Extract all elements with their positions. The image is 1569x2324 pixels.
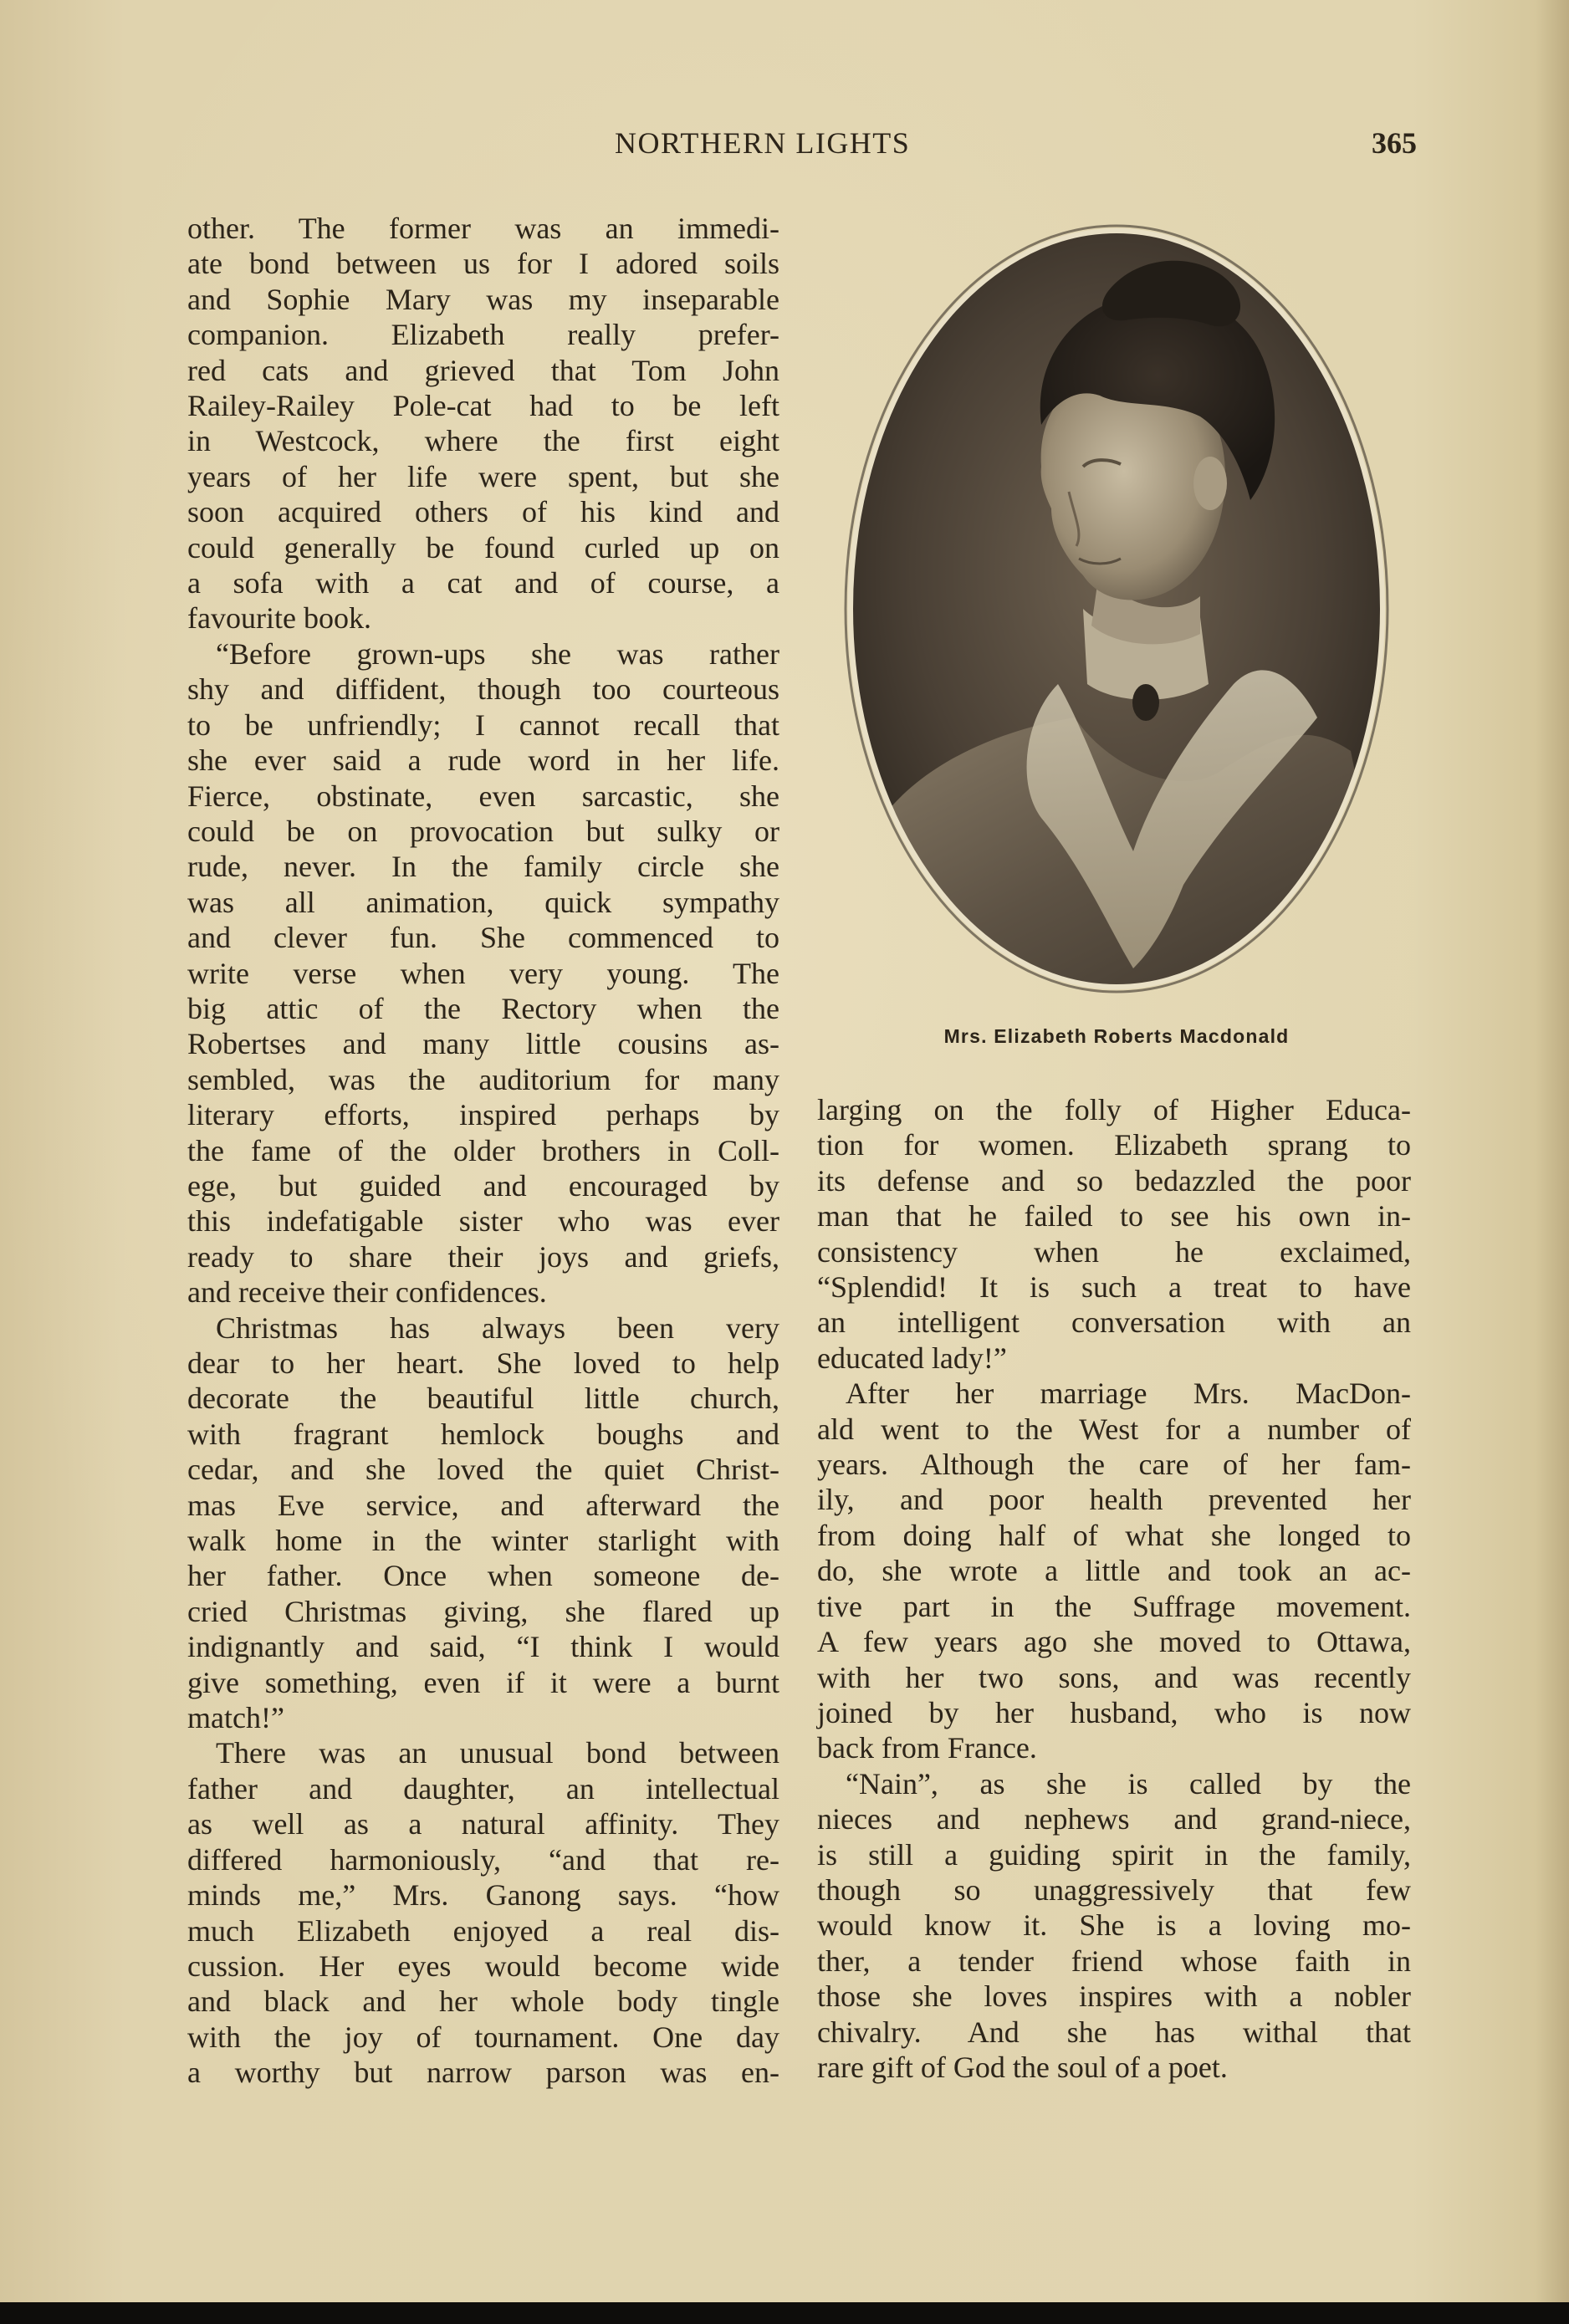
scan-bottom-edge	[0, 2302, 1569, 2324]
text-line: favourite book.	[187, 601, 371, 636]
text-line: could be on provocation but sulky or	[187, 814, 779, 848]
text-line: A few years ago she moved to Ottawa,	[817, 1625, 1411, 1659]
text-line: ily, and poor health prevented her	[817, 1483, 1411, 1517]
text-line: consistency when he exclaimed,	[817, 1234, 1411, 1269]
text-line: give something, even if it were a burnt	[187, 1665, 779, 1699]
text-line: differed harmoniously, “and that re-	[187, 1842, 779, 1877]
text-line: was all animation, quick sympathy	[187, 885, 779, 919]
text-line: as well as a natural affinity. They	[187, 1807, 779, 1841]
text-line: red cats and grieved that Tom John	[187, 353, 779, 387]
text-line: with her two sons, and was recently	[817, 1660, 1411, 1694]
page-number: 365	[1372, 126, 1417, 160]
text-line: and clever fun. She commenced to	[187, 921, 779, 955]
text-line: big attic of the Rectory when the	[187, 991, 779, 1025]
text-line: she ever said a rude word in her life.	[187, 743, 779, 778]
text-line: other. The former was an immedi-	[187, 212, 779, 245]
figure-caption: Mrs. Elizabeth Roberts Macdonald	[943, 1025, 1290, 1047]
text-line: ate bond between us for I adored soils	[187, 247, 779, 281]
text-line: ege, but guided and encouraged by	[187, 1168, 779, 1203]
page-edge-shadow	[1536, 0, 1569, 2324]
text-line: companion. Elizabeth really prefer-	[187, 318, 779, 352]
text-line: ald went to the West for a number of	[817, 1412, 1411, 1446]
text-line: sembled, was the auditorium for many	[187, 1062, 779, 1096]
text-line: would know it. She is a loving mo-	[817, 1908, 1411, 1943]
text-line: with fragrant hemlock boughs and	[187, 1417, 779, 1451]
text-line: shy and diffident, though too courteous	[187, 672, 779, 707]
text-line: rare gift of God the soul of a poet.	[817, 2050, 1228, 2084]
text-line: father and daughter, an intellectual	[187, 1771, 779, 1806]
text-line: and Sophie Mary was my inseparable	[187, 282, 779, 316]
text-line: rude, never. In the family circle she	[187, 850, 779, 884]
text-line: literary efforts, inspired perhaps by	[187, 1098, 779, 1132]
text-line: chivalry. And she has withal that	[817, 2015, 1411, 2049]
text-line: Robertses and many little cousins as-	[187, 1027, 779, 1061]
text-line: an intelligent conversation with an	[817, 1305, 1411, 1340]
text-line: Railey-Railey Pole-cat had to be left	[187, 389, 779, 423]
text-line: years of her life were spent, but she	[187, 459, 779, 493]
text-line: her father. Once when someone de-	[187, 1559, 779, 1593]
text-line: cussion. Her eyes would become wide	[187, 1949, 779, 1983]
text-line: joined by her husband, who is now	[817, 1695, 1411, 1729]
text-line: nieces and nephews and grand-niece,	[817, 1802, 1411, 1836]
text-line: the fame of the older brothers in Coll-	[187, 1133, 779, 1167]
right-text-column	[817, 1092, 1411, 2085]
text-line: educated lady!”	[817, 1341, 1007, 1375]
text-line: its defense and so bedazzled the poor	[817, 1163, 1411, 1198]
text-line: soon acquired others of his kind and	[187, 495, 779, 529]
text-line: dear to her heart. She loved to help	[187, 1346, 779, 1380]
text-line: and black and her whole body tingle	[187, 1984, 779, 2019]
text-line: this indefatigable sister who was ever	[187, 1204, 779, 1239]
text-line: cried Christmas giving, she flared up	[187, 1594, 779, 1628]
text-line: match!”	[187, 1701, 284, 1735]
text-line: tive part in the Suffrage movement.	[817, 1589, 1411, 1623]
text-line: “Before grown-ups she was rather	[216, 636, 779, 671]
text-line: much Elizabeth enjoyed a real dis-	[187, 1913, 779, 1948]
text-line: a sofa with a cat and of course, a	[187, 566, 779, 600]
text-line: back from France.	[817, 1731, 1037, 1765]
text-line: indignantly and said, “I think I would	[187, 1630, 779, 1664]
text-line: “Splendid! It is such a treat to have	[817, 1270, 1411, 1305]
text-line: ther, a tender friend whose faith in	[817, 1943, 1411, 1978]
text-line: tion for women. Elizabeth sprang to	[817, 1128, 1411, 1162]
text-line: though so unaggressively that few	[817, 1872, 1411, 1907]
text-line: There was an unusual bond between	[216, 1736, 779, 1770]
text-line: man that he failed to see his own in-	[817, 1199, 1411, 1234]
left-text-column	[187, 211, 779, 2091]
portrait-oval-image	[832, 216, 1401, 1002]
text-line: Fierce, obstinate, even sarcastic, she	[187, 779, 779, 813]
text-line: a worthy but narrow parson was en-	[187, 2056, 779, 2090]
text-line: years. Although the care of her fam-	[817, 1448, 1411, 1482]
text-line: After her marriage Mrs. MacDon-	[846, 1377, 1411, 1411]
text-line: cedar, and she loved the quiet Christ-	[187, 1453, 779, 1487]
text-line: those she loves inspires with a nobler	[817, 1979, 1411, 2014]
portrait-photograph	[832, 216, 1401, 1002]
text-line: with the joy of tournament. One day	[187, 2020, 779, 2054]
text-line: “Nain”, as she is called by the	[846, 1766, 1411, 1800]
text-line: write verse when very young. The	[187, 956, 779, 990]
text-line: walk home in the winter starlight with	[187, 1524, 779, 1558]
text-line: minds me,” Mrs. Ganong says. “how	[187, 1878, 779, 1913]
text-line: to be unfriendly; I cannot recall that	[187, 707, 779, 742]
text-line: ready to share their joys and griefs,	[187, 1239, 779, 1274]
text-line: Christmas has always been very	[216, 1310, 779, 1345]
text-line: from doing half of what she longed to	[817, 1518, 1411, 1552]
text-line: mas Eve service, and afterward the	[187, 1488, 779, 1522]
text-line: could generally be found curled up on	[187, 530, 779, 564]
text-line: and receive their confidences.	[187, 1275, 547, 1310]
text-line: is still a guiding spirit in the family,	[817, 1837, 1411, 1872]
text-line: do, she wrote a little and took an ac-	[817, 1554, 1411, 1588]
text-line: in Westcock, where the first eight	[187, 424, 779, 458]
text-line: larging on the folly of Higher Educa-	[817, 1093, 1411, 1126]
running-title: NORTHERN LIGHTS	[615, 126, 911, 160]
text-line: decorate the beautiful little church,	[187, 1382, 779, 1416]
